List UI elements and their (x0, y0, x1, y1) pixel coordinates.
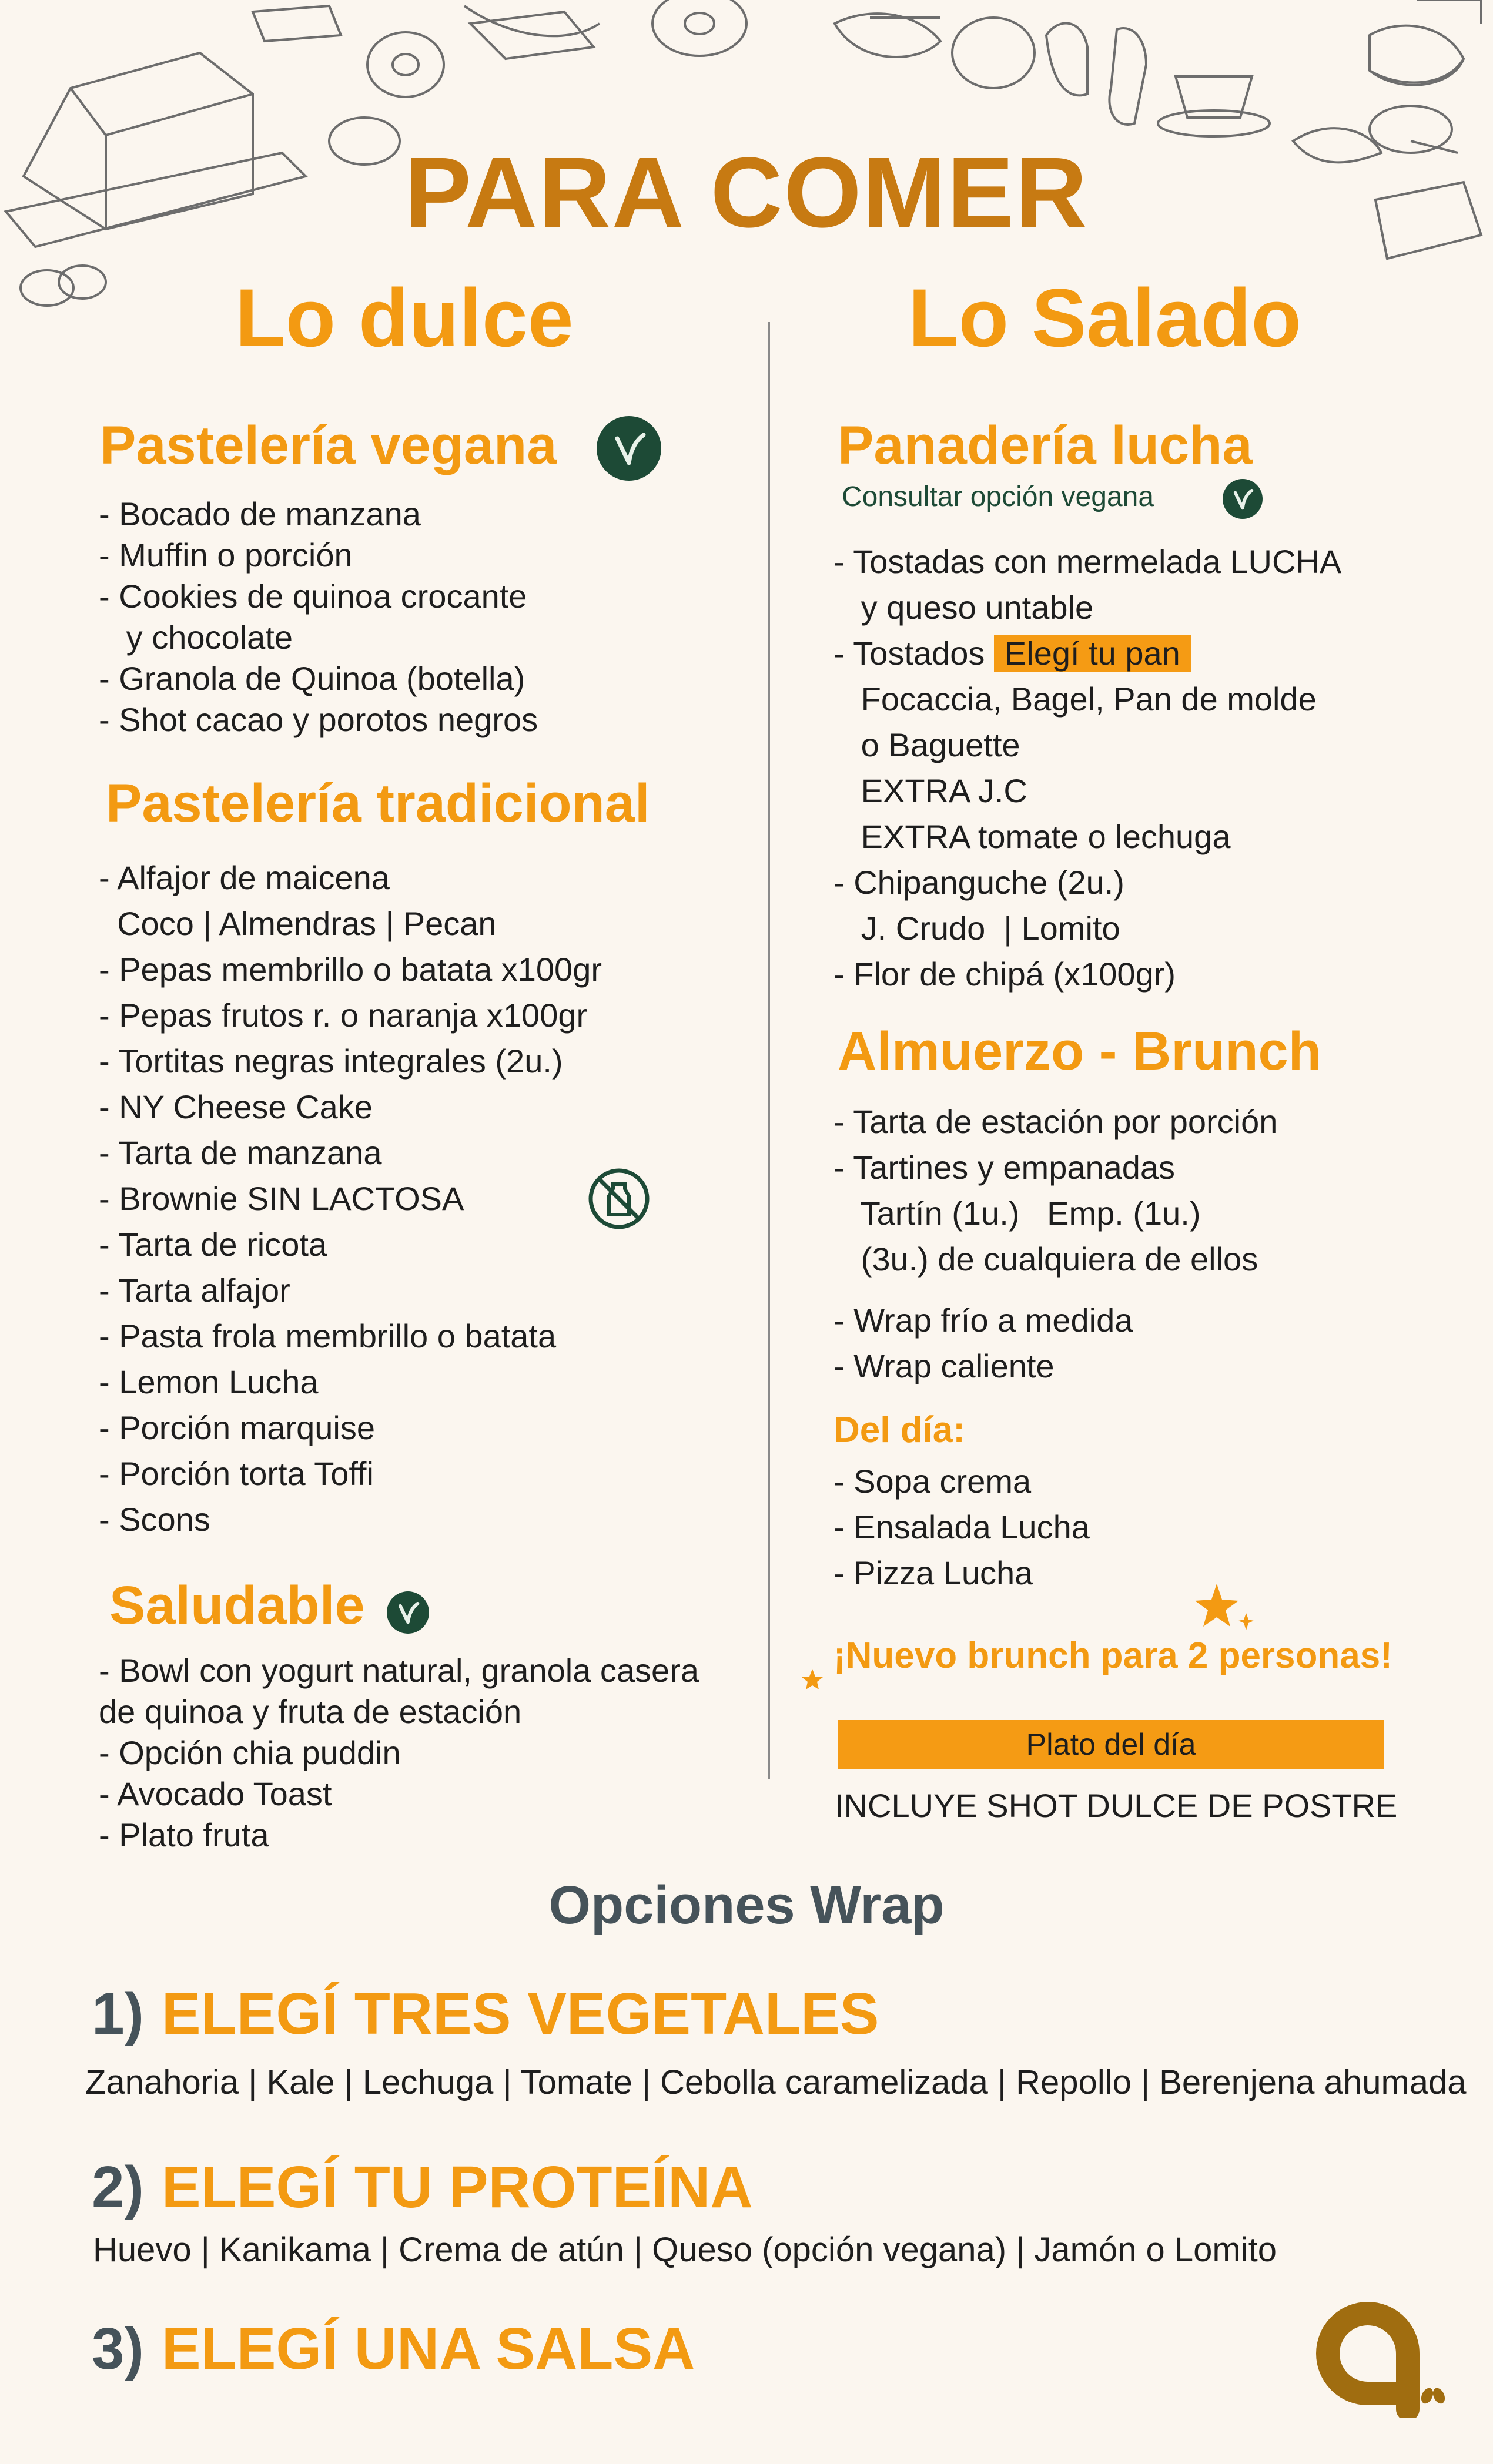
list-item: EXTRA tomate o lechuga (833, 818, 1231, 855)
list-item: - Plato fruta (99, 1816, 269, 1853)
list-item: EXTRA J.C (833, 772, 1027, 809)
daily-list (833, 1459, 1090, 1596)
list-item: - Avocado Toast (99, 1775, 332, 1812)
brunch-list (833, 1099, 1277, 1282)
list-item: - Lemon Lucha (99, 1363, 319, 1400)
step-number: 2) (92, 2154, 144, 2220)
sweet-column-heading: Lo dulce (235, 271, 574, 364)
vegan-option-note: Consultar opción vegana (842, 481, 1154, 512)
wrap-step-1 (92, 1980, 879, 2048)
bakery-title: Panadería lucha (838, 415, 1253, 475)
step-label: ELEGÍ TU PROTEÍNA (161, 2154, 753, 2220)
list-item: - Tostadas con mermelada LUCHA (833, 543, 1342, 580)
vegan-pastry-list (99, 494, 538, 740)
daily-title: Del día: (833, 1410, 965, 1450)
step-number: 1) (92, 1981, 144, 2047)
page-title: PARA COMER (404, 137, 1089, 249)
list-item: - Tarta de ricota (99, 1226, 327, 1263)
list-item: - Shot cacao y porotos negros (99, 701, 538, 738)
list-item: - Bocado de manzana (99, 495, 421, 532)
step-label: ELEGÍ UNA SALSA (161, 2316, 695, 2382)
list-item: - Tortitas negras integrales (2u.) (99, 1042, 563, 1080)
list-item: - Scons (99, 1501, 210, 1538)
list-item: - Sopa crema (833, 1463, 1032, 1500)
brunch-title: Almuerzo - Brunch (838, 1021, 1321, 1081)
tostados-label: - Tostados (833, 635, 985, 672)
vegan-leaf-icon (1223, 479, 1263, 519)
savory-column-heading: Lo Salado (908, 271, 1301, 364)
no-milk-icon (587, 1166, 651, 1231)
list-item: - Wrap frío a medida (833, 1302, 1133, 1339)
list-item: Coco | Almendras | Pecan (99, 905, 497, 942)
vegan-pastry-title: Pastelería vegana (100, 415, 557, 475)
list-item: - Alfajor de maicena (99, 859, 390, 896)
list-item: - Muffin o porción (99, 537, 353, 574)
list-item: Focaccia, Bagel, Pan de molde (833, 680, 1317, 718)
list-item: - Chipanguche (2u.) (833, 864, 1124, 901)
list-item: (3u.) de cualquiera de ellos (833, 1241, 1258, 1278)
bakery-list (833, 539, 1341, 997)
vegetable-options: Zanahoria | Kale | Lechuga | Tomate | Cebolla caramelizada | Repollo | Berenjena ahumada (85, 2063, 1467, 2101)
healthy-title: Saludable (109, 1575, 365, 1635)
wrap-options-title: Opciones Wrap (548, 1875, 945, 1935)
column-divider (768, 322, 770, 1779)
list-item: Tartín (1u.) Emp. (1u.) (833, 1195, 1201, 1232)
step-number: 3) (92, 2316, 144, 2382)
list-item: - Porción torta Toffi (99, 1455, 374, 1492)
list-item: - Pepas frutos r. o naranja x100gr (99, 997, 588, 1034)
list-item: - Pasta frola membrillo o batata (99, 1318, 557, 1355)
traditional-pastry-list (99, 855, 602, 1543)
list-item: - Pepas membrillo o batata x100gr (99, 951, 602, 988)
sparkle-star-icon (1190, 1581, 1255, 1634)
vegan-leaf-icon (597, 416, 661, 481)
protein-options: Huevo | Kanikama | Crema de atún | Queso (opción vegana) | Jamón o Lomito (93, 2231, 1277, 2269)
includes-note: INCLUYE SHOT DULCE DE POSTRE (835, 1787, 1398, 1824)
list-item: - Flor de chipá (x100gr) (833, 956, 1176, 993)
list-item: - Porción marquise (99, 1409, 375, 1446)
list-item: - Brownie SIN LACTOSA (99, 1180, 464, 1217)
list-item: - Granola de Quinoa (botella) (99, 660, 525, 697)
list-item: - Bowl con yogurt natural, granola casera (99, 1652, 699, 1689)
list-item: - Ensalada Lucha (833, 1508, 1090, 1546)
list-item: o Baguette (833, 726, 1020, 763)
list-item: - Tartines y empanadas (833, 1149, 1176, 1186)
sparkle-star-icon (801, 1668, 824, 1691)
new-brunch-banner: ¡Nuevo brunch para 2 personas! (833, 1635, 1392, 1676)
list-item: - Wrap caliente (833, 1347, 1055, 1384)
traditional-pastry-title: Pastelería tradicional (106, 773, 650, 833)
dish-of-the-day-bar: Plato del día (838, 1720, 1384, 1769)
step-label: ELEGÍ TRES VEGETALES (161, 1981, 879, 2047)
list-item: de quinoa y fruta de estación (99, 1693, 522, 1730)
list-item: - Pizza Lucha (833, 1554, 1033, 1591)
healthy-list (99, 1650, 699, 1856)
list-item: J. Crudo | Lomito (833, 910, 1120, 947)
list-item: - Cookies de quinoa crocante (99, 578, 527, 615)
brand-logo-icon (1311, 2295, 1446, 2418)
list-item: y chocolate (99, 619, 293, 656)
list-item: - NY Cheese Cake (99, 1088, 373, 1125)
list-item: - Tarta alfajor (99, 1272, 290, 1309)
choose-bread-highlight: Elegí tu pan (994, 635, 1191, 672)
wrap-step-2 (92, 2154, 753, 2221)
wrap-list (833, 1298, 1133, 1389)
list-item: y queso untable (833, 589, 1094, 626)
list-item: - Tarta de manzana (99, 1134, 382, 1171)
list-item (833, 631, 1341, 676)
list-item: - Opción chia puddin (99, 1734, 401, 1771)
list-item: - Tarta de estación por porción (833, 1103, 1278, 1140)
vegan-leaf-icon (387, 1591, 429, 1634)
wrap-step-3 (92, 2315, 695, 2383)
